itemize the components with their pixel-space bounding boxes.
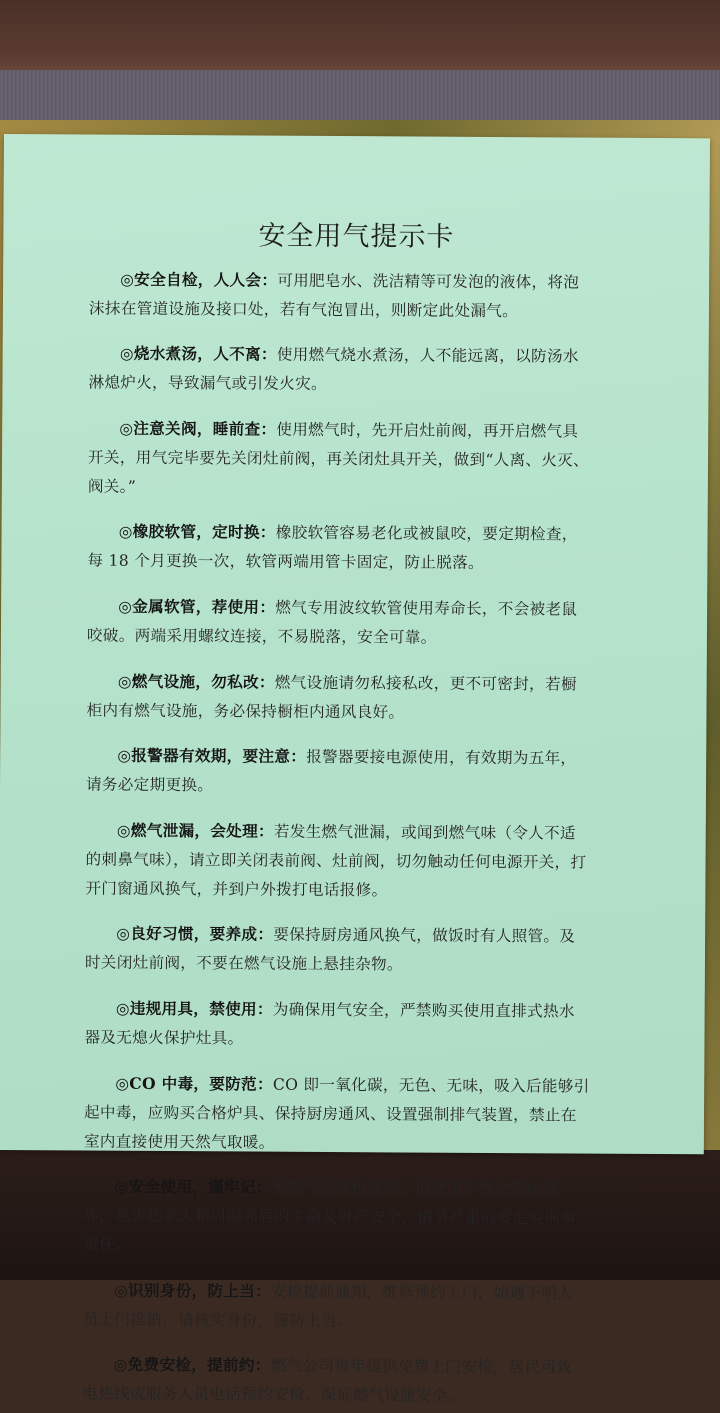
tip-heading: ◎燃气设施，勿私改： — [117, 671, 275, 692]
tip-body: CO 即一氧化碳，无色、无味，吸入后能够引起中毒，应购买合格炉具、保持厨房通风、设置强制排气装置，禁止在室内直接使用天然气取暖。 — [83, 1075, 590, 1152]
tip-heading: ◎CO 中毒，要防范： — [115, 1073, 273, 1094]
tip-body: 报警器要接电源使用，有效期为五年，请务必定期更换。 — [85, 748, 577, 795]
tip-item — [88, 339, 594, 401]
tip-body: 天然气是绿色能源，但使用不当会造成爆炸，危害您家人和周围邻居的生命及财产安全，情节严重的要追究刑事责任。 — [83, 1178, 577, 1254]
tip-heading: ◎注意关阀，睡前查： — [119, 418, 277, 439]
tips-list — [82, 249, 595, 1412]
tip-item — [82, 1350, 588, 1412]
tip-item — [89, 264, 595, 326]
tip-item — [87, 591, 593, 653]
tip-body: 燃气设施请勿私接私改，更不可密封，若橱柜内有燃气设施，务必保持橱柜内通风良好。 — [86, 673, 577, 722]
tip-item — [86, 666, 592, 728]
tip-heading: ◎免费安检，提前约： — [113, 1355, 271, 1375]
tip-body: 若发生燃气泄漏，或闻到燃气味（令人不适的刺鼻气味），请立即关闭表前阀、灶前阀，切勿触动任何电源开关，打开门窗通风换气，并到户外拨打电话报修。 — [85, 822, 587, 900]
tip-body: 要保持厨房通风换气，做饭时有人照管。及时关闭灶前阀，不要在燃气设施上悬挂杂物。 — [84, 926, 576, 974]
tip-body: 为确保用气安全，严禁购买使用直排式热水器及无熄火保护灶具。 — [84, 1000, 575, 1048]
tip-body: 使用燃气时，先开启灶前阀，再开启燃气具开关，用气完毕要先关闭灶前阀，再关闭灶具开关，做到“人离、火灭、阀关。” — [87, 420, 590, 496]
tip-body: 可用肥皂水、洗洁精等可发泡的液体，将泡沫抹在管道设施及接口处，若有气泡冒出，则断定此处漏气。 — [88, 271, 580, 320]
tip-item — [84, 993, 590, 1055]
tip-heading: ◎安全自检，人人会： — [120, 269, 278, 290]
tip-item — [85, 919, 591, 981]
tip-item — [83, 1275, 589, 1337]
tip-heading: ◎燃气泄漏，会处理： — [116, 820, 274, 841]
tip-item — [86, 741, 592, 803]
tip-heading: ◎安全使用，谨牢记： — [114, 1176, 272, 1197]
tip-item — [85, 815, 592, 906]
tip-body: 安检提前通知，维修预约上门，如遇不明人员上门推销，请核实身份，谨防上当。 — [82, 1282, 574, 1330]
tip-heading: ◎报警器有效期，要注意： — [117, 745, 307, 767]
background-table-top — [0, 0, 720, 76]
tip-body: 使用燃气烧水煮汤，人不能远离，以防汤水淋熄炉火，导致漏气或引发火灾。 — [88, 345, 579, 394]
tip-heading: ◎识别身份，防上当： — [114, 1280, 272, 1301]
tip-heading: ◎烧水煮汤，人不离： — [119, 343, 277, 364]
tip-heading: ◎良好习惯，要养成： — [116, 924, 274, 945]
tip-item — [84, 1068, 591, 1159]
tip-body: 燃气专用波纹软管使用寿命长，不会被老鼠咬破。两端采用螺纹连接，不易脱落，安全可靠。 — [86, 598, 578, 647]
safety-tips-card — [0, 134, 710, 1406]
tip-item — [88, 413, 595, 504]
tip-item — [87, 517, 593, 579]
tip-heading: ◎违规用具，禁使用： — [115, 998, 273, 1019]
card-title: 安全用气提示卡 — [258, 220, 455, 253]
tip-body: 燃气公司每年提供免费上门安检，居民可致电热线或服务人员电话预约安检，保证燃气设施安全。 — [82, 1356, 573, 1406]
tip-item — [83, 1172, 590, 1263]
tip-heading: ◎金属软管，荐使用： — [118, 596, 276, 617]
tip-heading: ◎橡胶软管，定时换： — [118, 522, 276, 543]
tip-body: 橡胶软管容易老化或被鼠咬，要定期检查，每 18 个月更换一次，软管两端用管卡固定，防止脱落。 — [87, 524, 578, 573]
